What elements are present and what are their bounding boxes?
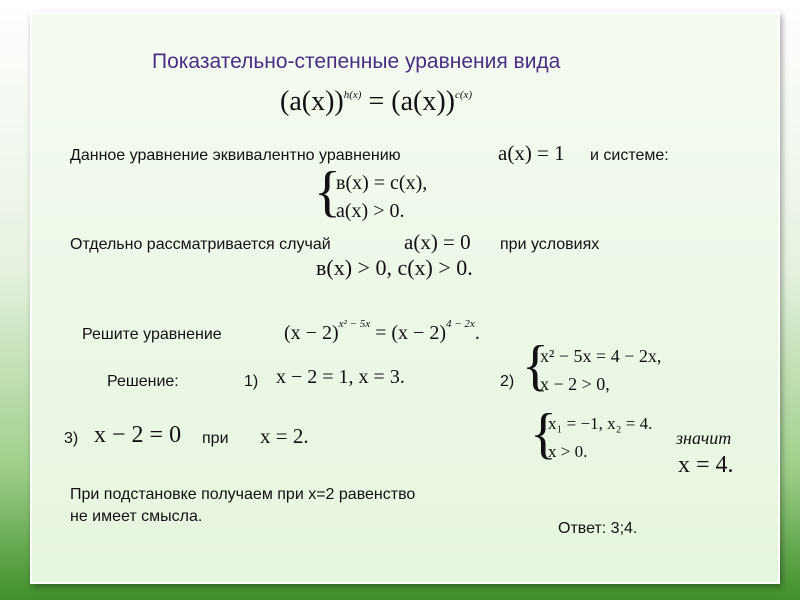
- task-eq-dot: .: [474, 322, 480, 344]
- line2-tail: при условиях: [500, 236, 600, 253]
- znachit-label: значит: [676, 428, 732, 448]
- note-line2: не имеет смысла.: [70, 508, 203, 525]
- main-equation: [280, 86, 472, 118]
- system-3: [530, 403, 690, 470]
- task-equation: [284, 318, 480, 345]
- system-3-row2: x > 0.: [548, 442, 588, 461]
- step3-label: 3): [64, 430, 79, 447]
- solution-label: Решение:: [107, 373, 179, 390]
- brace-icon: {: [522, 335, 549, 397]
- step1-label: 1): [244, 373, 259, 390]
- conditions: в(x) > 0, c(x) > 0.: [316, 255, 473, 280]
- main-eq-equals: =: [361, 86, 392, 117]
- task-eq-equals: =: [370, 322, 392, 344]
- task-eq-right-exp: 4 − 2x: [446, 318, 475, 330]
- step1-equation: x − 2 = 1, x = 3.: [276, 366, 405, 388]
- main-eq-left-exp: h(x): [343, 89, 362, 101]
- line2-equation: a(x) = 0: [404, 230, 471, 254]
- system-3-row1: x₁ = −1, x₂ = 4.: [548, 414, 653, 433]
- step3-condition: x = 2.: [260, 424, 309, 448]
- task-text: Решите уравнение: [82, 326, 222, 343]
- line1-text: Данное уравнение эквивалентно уравнению: [70, 147, 401, 164]
- slide: [30, 12, 780, 584]
- system-1-row2: a(x) > 0.: [336, 200, 405, 222]
- line1-equation: a(x) = 1: [498, 141, 565, 165]
- step2-label: 2): [500, 373, 515, 390]
- task-eq-left-exp: x² − 5x: [338, 318, 371, 330]
- step3-pri: при: [202, 430, 229, 447]
- step3-equation: x − 2 = 0: [94, 422, 182, 448]
- slide-title: Показательно-степенные уравнения вида: [152, 50, 561, 73]
- system-1: [314, 161, 474, 230]
- brace-icon: {: [314, 161, 341, 223]
- main-eq-right-base: (a(x)): [391, 86, 455, 117]
- result-equation: x = 4.: [678, 452, 734, 478]
- answer: Ответ: 3;4.: [558, 520, 638, 537]
- system-2: [522, 335, 702, 402]
- task-eq-left-base: (x − 2): [284, 322, 339, 344]
- note-line1: При подстановке получаем при х=2 равенство: [70, 486, 416, 503]
- main-eq-left-base: (a(x)): [280, 86, 344, 117]
- system-1-row1: в(x) = c(x),: [336, 172, 428, 194]
- system-2-row2: x − 2 > 0,: [540, 374, 610, 394]
- task-eq-right-base: (x − 2): [391, 322, 446, 344]
- line2-text: Отдельно рассматривается случай: [70, 236, 331, 253]
- main-eq-right-exp: c(x): [454, 89, 473, 101]
- line1-tail: и системе:: [590, 147, 669, 164]
- system-2-row1: x² − 5x = 4 − 2x,: [540, 346, 662, 366]
- brace-icon: {: [530, 403, 557, 465]
